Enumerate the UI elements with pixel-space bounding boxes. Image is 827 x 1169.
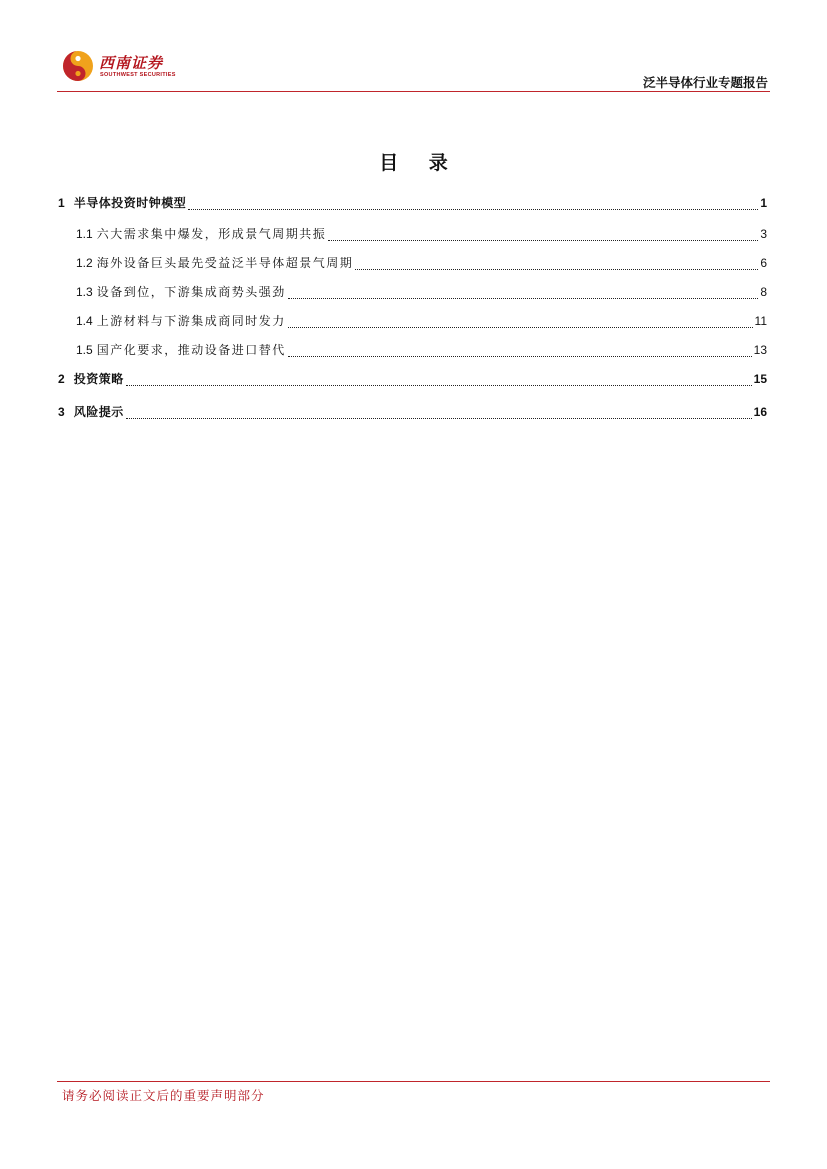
- toc-entry-number: 1.3: [76, 285, 93, 299]
- toc-entry-label: 设备到位，下游集成商势头强劲: [96, 285, 286, 299]
- toc-entry-number: 1.2: [76, 256, 93, 270]
- toc-entry-3[interactable]: [58, 403, 767, 423]
- toc-leader-dots: [355, 269, 758, 270]
- toc-entry-page: 11: [754, 314, 767, 328]
- toc-entry-number: 1: [58, 196, 65, 210]
- toc-entry-label: 风险提示: [73, 405, 124, 419]
- toc-entry-label: 投资策略: [73, 372, 124, 386]
- toc-entry-label: 半导体投资时钟模型: [73, 196, 187, 210]
- toc-leader-dots: [288, 356, 752, 357]
- toc-leader-dots: [126, 385, 752, 386]
- toc-entry-number: 1.4: [76, 314, 93, 328]
- toc-leader-dots: [188, 209, 758, 210]
- toc-entry-label: 六大需求集中爆发，形成景气周期共振: [96, 227, 327, 241]
- toc-entry-1-1[interactable]: [76, 225, 767, 245]
- toc-leader-dots: [288, 327, 753, 328]
- toc-entry-1[interactable]: [58, 194, 767, 214]
- toc-entry-1-4[interactable]: [76, 312, 767, 332]
- toc-entry-page: 6: [760, 256, 767, 270]
- toc-entry-page: 8: [760, 285, 767, 299]
- toc-entry-1-3[interactable]: [76, 283, 767, 303]
- logo-chinese-name: 西南证券: [99, 54, 164, 72]
- toc-entry-page: 15: [753, 372, 767, 386]
- toc-entry-label: 国产化要求，推动设备进口替代: [96, 343, 286, 357]
- toc-leader-dots: [126, 418, 752, 419]
- toc-entry-page: 3: [760, 227, 767, 241]
- toc-entry-1-2[interactable]: [76, 254, 767, 274]
- toc-entry-label: 海外设备巨头最先受益泛半导体超景气周期: [96, 256, 354, 270]
- toc-title: 目 录: [379, 152, 460, 174]
- toc-entry-number: 1.1: [76, 227, 93, 241]
- header-divider: [57, 91, 770, 92]
- toc-entry-number: 2: [58, 372, 65, 386]
- page-header: [0, 0, 827, 100]
- toc-entry-page: 16: [753, 405, 767, 419]
- toc-leader-dots: [288, 298, 759, 299]
- toc-entry-number: 3: [58, 405, 65, 419]
- footer-disclaimer: 请务必阅读正文后的重要声明部分: [62, 1088, 265, 1103]
- toc-entry-number: 1.5: [76, 343, 93, 357]
- footer-divider: [57, 1081, 770, 1082]
- report-title: 泛半导体行业专题报告: [642, 75, 768, 90]
- toc-entry-1-5[interactable]: [76, 341, 767, 361]
- toc-entry-page: 1: [760, 196, 767, 210]
- southwest-securities-logo-icon: [62, 50, 94, 82]
- toc-leader-dots: [328, 240, 758, 241]
- toc-entry-page: 13: [753, 343, 767, 357]
- toc-entry-2[interactable]: [58, 370, 767, 390]
- toc-entry-label: 上游材料与下游集成商同时发力: [96, 314, 286, 328]
- logo-english-name: SOUTHWEST SECURITIES: [100, 72, 176, 78]
